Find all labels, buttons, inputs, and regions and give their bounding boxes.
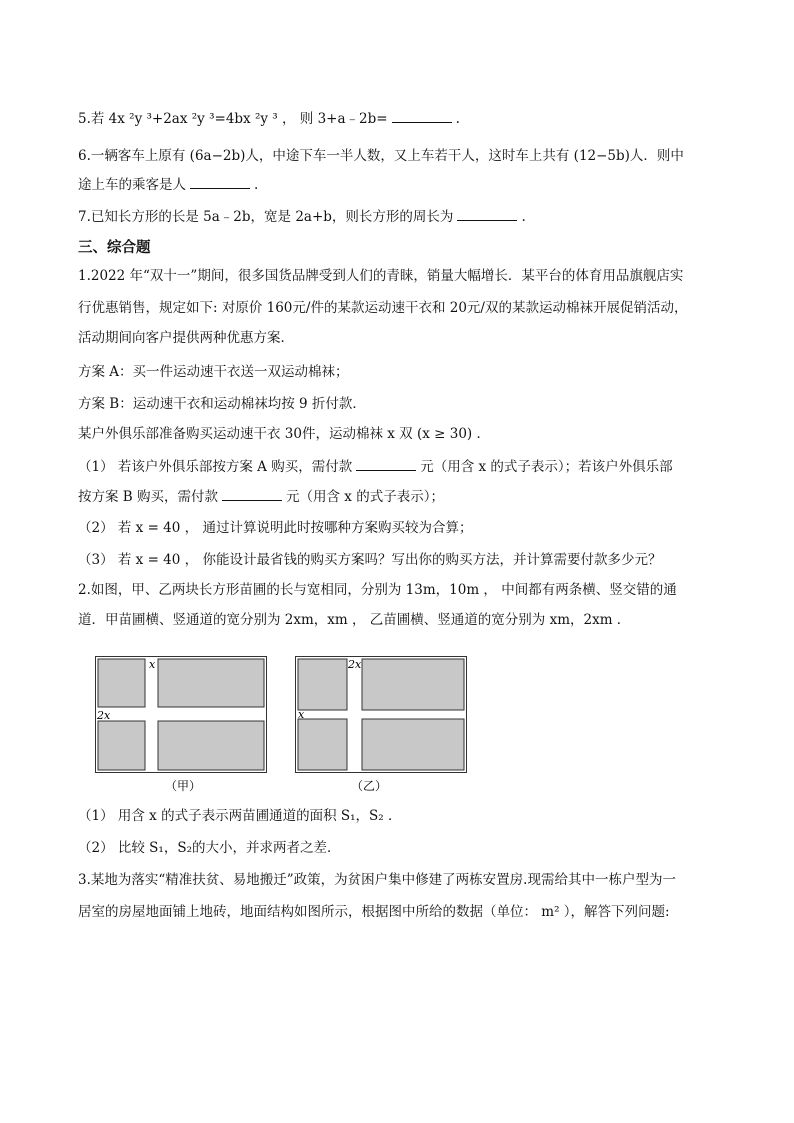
figure-yi — [295, 656, 470, 796]
answer-blank[interactable] — [356, 456, 416, 471]
problem-1-line-6: 某户外俱乐部准备购买运动速干衣 30件，运动棉袜 x 双 (x ≥ 30) ． — [78, 426, 490, 442]
answer-blank[interactable] — [457, 206, 517, 221]
vertical-path-label: 2x — [348, 658, 362, 671]
problem-1-question-2: （2） 若 x = 40 ， 通过计算说明此时按哪种方案购买较为合算； — [78, 520, 473, 536]
figure-jia — [95, 656, 270, 796]
horizontal-path-label: x — [298, 708, 305, 721]
question-5: 5.若 4x ²y ³+2ax ²y ³=4bx ²y ³ ， 则 3+a﹣2b= . — [78, 108, 460, 129]
problem-1-line-4: 方案 A：买一件运动速干衣送一双运动棉袜； — [78, 364, 349, 380]
question-6-line-2: 途上车的乘客是人 . — [78, 174, 258, 195]
problem-2-question-1: （1） 用含 x 的式子表示两苗圃通道的面积 S₁，S₂ ． — [78, 808, 402, 824]
problem-2-question-2: （2） 比较 S₁，S₂的大小，并求两者之差． — [78, 840, 341, 856]
horizontal-path-label: 2x — [97, 709, 111, 722]
problem-1-line-3: 活动期间向客户提供两种优惠方案． — [78, 330, 294, 346]
question-7: 7.已知长方形的长是 5a﹣2b，宽是 2a+b，则长方形的周长为 . — [78, 206, 526, 227]
figure-caption: （乙） — [351, 779, 388, 793]
problem-1-line-1: 1.2022 年“双十一”期间，很多国货品牌受到人们的青睐，销量大幅增长．某平台的体育用品旗舰店实 — [78, 268, 684, 284]
answer-blank[interactable] — [190, 174, 250, 189]
problem-2-line-1: 2.如图，甲、乙两块长方形苗圃的长与宽相同，分别为 13m，10m ， 中间都有两条横、竖交错的通 — [78, 582, 677, 598]
problem-1-question-1: （1） 若该户外俱乐部按方案 A 购买，需付款 元（用含 x 的式子表示）；若该户外俱乐部 — [78, 456, 673, 477]
problem-2-line-2: 道．甲苗圃横、竖通道的宽分别为 2xm，xm ， 乙苗圃横、竖通道的宽分别为 xm，2xm ． — [78, 612, 631, 628]
problem-1-line-2: 行优惠销售，规定如下: 对原价 160元/件的某款运动速干衣和 20元/双的某款运动棉袜开展促销活动， — [78, 300, 688, 316]
section-title: 三、综合题 — [78, 240, 151, 256]
problem-3-line-2: 居室的房屋地面铺上地砖，地面结构如图所示，根据图中所给的数据（单位： m² ），解答下列问题: — [78, 904, 670, 920]
problem-1-question-3: （3） 若 x = 40 ， 你能设计最省钱的购买方案吗？写出你的购买方法，并计算需要付款多少元？ — [78, 552, 662, 568]
answer-blank[interactable] — [222, 486, 282, 501]
problem-1-question-1-cont: 按方案 B 购买，需付款 元（用含 x 的式子表示）； — [78, 486, 444, 507]
question-6-line-1: 6.一辆客车上原有 (6a−2b)人，中途下车一半人数，又上车若干人，这时车上共有 (12−5b)人．则中 — [78, 148, 684, 164]
figure-caption: （甲） — [165, 779, 202, 793]
problem-1-line-5: 方案 B：运动速干衣和运动棉袜均按 9 折付款． — [78, 396, 366, 412]
vertical-path-label: x — [149, 658, 156, 671]
answer-blank[interactable] — [392, 108, 452, 123]
question-5-text: 5.若 4x ²y ³+2ax ²y ³=4bx ²y ³ ， 则 3+a﹣2b= — [78, 111, 388, 127]
problem-3-line-1: 3.某地为落实“精准扶贫、易地搬迁”政策，为贫困户集中修建了两栋安置房.现需给其中一栋户型为一 — [78, 872, 676, 888]
